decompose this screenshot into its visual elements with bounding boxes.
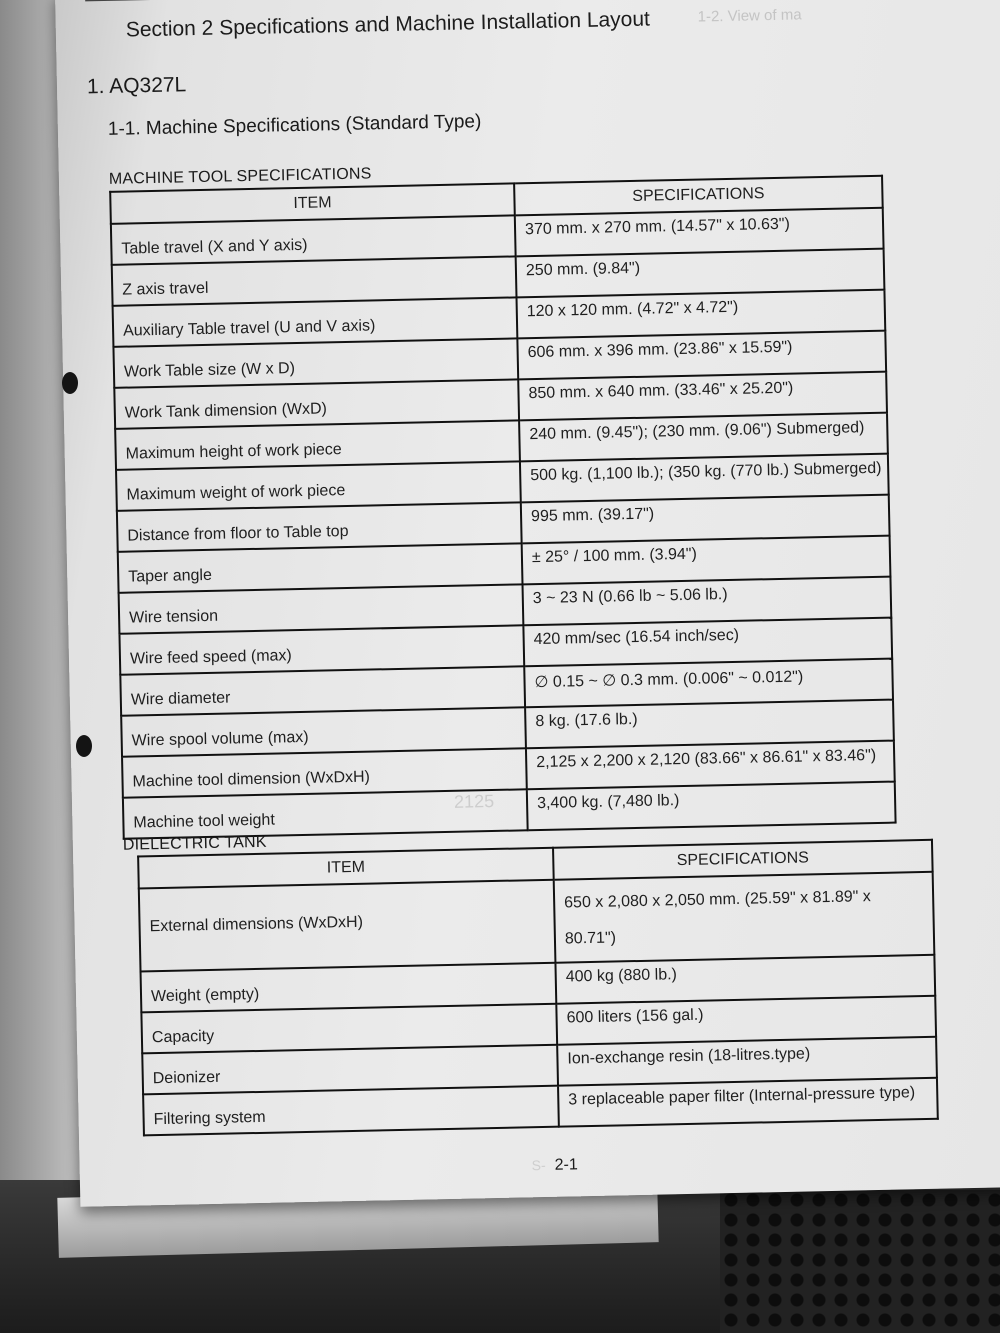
machine-spec-table	[109, 175, 896, 840]
item-cell: Maximum weight of work piece	[116, 461, 521, 510]
item-cell: Taper angle	[118, 543, 523, 592]
bleed-through-label: S-	[531, 1156, 546, 1174]
dielectric-table-caption: DIELECTRIC TANK	[122, 833, 267, 854]
item-cell: Wire tension	[119, 584, 524, 633]
spec-cell: 2,125 x 2,200 x 2,120 (83.66" x 86.61" x 83.46")	[526, 741, 895, 790]
spec-cell: 995 mm. (39.17")	[521, 495, 890, 544]
spec-cell: 600 liters (156 gal.)	[556, 996, 936, 1045]
item-cell: Wire feed speed (max)	[119, 625, 524, 674]
spec-cell: 400 kg (880 lb.)	[555, 955, 935, 1004]
spec-cell: 650 x 2,080 x 2,050 mm. (25.59" x 81.89" x 80.71")	[554, 872, 935, 963]
model-heading: 1. AQ327L	[86, 73, 187, 99]
subsection-heading: 1-1. Machine Specifications (Standard Type)	[107, 111, 482, 140]
item-cell: Auxiliary Table travel (U and V axis)	[113, 297, 518, 346]
spec-cell: 850 mm. x 640 mm. (33.46" x 25.20")	[518, 372, 887, 421]
header-specifications: SPECIFICATIONS	[553, 840, 933, 880]
spec-cell: 250 mm. (9.84")	[516, 249, 885, 298]
header-item: ITEM	[110, 183, 515, 223]
item-cell: Z axis travel	[112, 256, 517, 305]
item-cell: Maximum height of work piece	[115, 420, 520, 469]
item-cell: Wire diameter	[120, 666, 525, 715]
background-mat	[720, 1190, 1000, 1333]
item-cell: Distance from floor to Table top	[117, 502, 522, 551]
item-cell: Work Table size (W x D)	[113, 338, 518, 387]
spec-cell: 120 x 120 mm. (4.72" x 4.72")	[516, 290, 885, 339]
top-rule	[85, 0, 885, 1]
section-title: Section 2 Specifications and Machine Installation Layout	[125, 7, 651, 42]
item-cell: Capacity	[141, 1004, 557, 1054]
spec-cell: 8 kg. (17.6 lb.)	[525, 700, 894, 749]
spec-cell: ∅ 0.15 ~ ∅ 0.3 mm. (0.006" ~ 0.012")	[524, 659, 893, 708]
spec-cell: 240 mm. (9.45"); (230 mm. (9.06") Submerged)	[519, 413, 888, 462]
item-cell: Work Tank dimension (WxD)	[114, 379, 519, 428]
spec-cell: 3,400 kg. (7,480 lb.)	[527, 782, 896, 831]
item-cell: Machine tool dimension (WxDxH)	[122, 748, 527, 797]
binder-hole	[76, 735, 92, 757]
header-item: ITEM	[138, 848, 554, 889]
bleed-through-dimension: 2125	[453, 790, 495, 812]
machine-table-caption: MACHINE TOOL SPECIFICATIONS	[108, 165, 372, 188]
header-specifications: SPECIFICATIONS	[514, 176, 883, 216]
item-cell: Filtering system	[143, 1086, 559, 1136]
item-cell: Machine tool weight	[123, 789, 528, 838]
binder-hole	[62, 372, 78, 394]
item-cell: Wire spool volume (max)	[121, 707, 526, 756]
spec-cell: 3 replaceable paper filter (Internal-pressure type)	[558, 1078, 938, 1127]
item-cell: Weight (empty)	[141, 963, 557, 1013]
item-cell: Deionizer	[142, 1045, 558, 1095]
spec-cell: ± 25° / 100 mm. (3.94")	[522, 536, 891, 585]
spec-cell: 420 mm/sec (16.54 inch/sec)	[523, 618, 892, 667]
document-page	[55, 0, 1000, 1207]
item-cell: External dimensions (WxDxH)	[139, 880, 556, 972]
bleed-through-text: 1-2. View of ma	[697, 6, 802, 26]
spec-cell: 606 mm. x 396 mm. (23.86" x 15.59")	[517, 331, 886, 380]
spec-cell: 500 kg. (1,100 lb.); (350 kg. (770 lb.) Submerged)	[520, 454, 889, 503]
item-cell: Table travel (X and Y axis)	[111, 215, 516, 264]
spec-cell: 3 ~ 23 N (0.66 lb ~ 5.06 lb.)	[523, 577, 892, 626]
dielectric-spec-table	[137, 839, 939, 1137]
spec-cell: Ion-exchange resin (18-litres.type)	[557, 1037, 937, 1086]
spec-cell: 370 mm. x 270 mm. (14.57" x 10.63")	[515, 208, 884, 257]
page-number: 2-1	[554, 1156, 578, 1174]
